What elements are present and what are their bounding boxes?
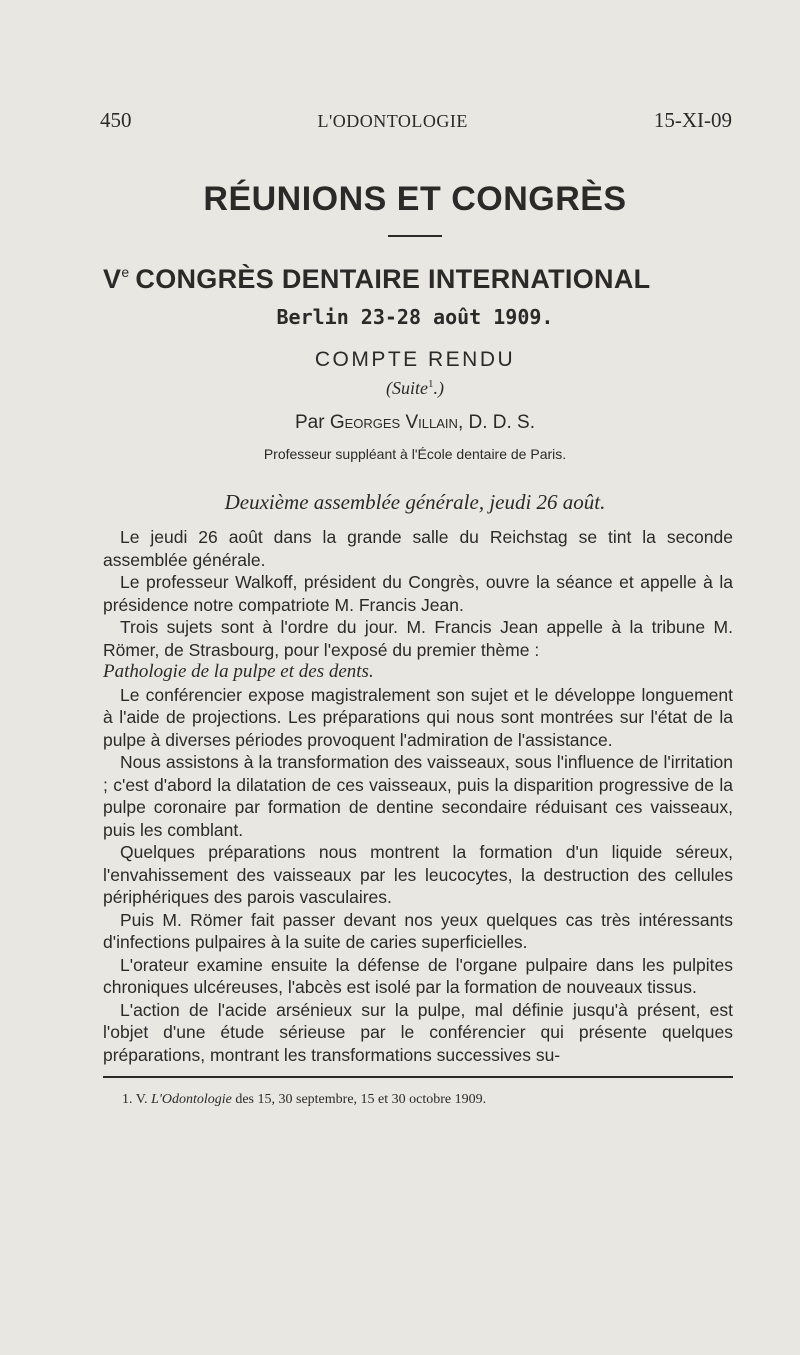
author-name: Georges Villain [329, 412, 458, 433]
paragraph: Quelques préparations nous montrent la formation d'un liquide séreux, l'envahissement des vaisseaux par les leucocytes, la destruction des cellules périphériques des parois vasculaires. [103, 842, 733, 907]
suite-close: .) [433, 378, 444, 398]
paragraph: Le professeur Walkoff, président du Congrès, ouvre la séance et appelle à la présidence notre compatriote M. Francis Jean. [103, 572, 733, 615]
paragraph: L'action de l'acide arsénieux sur la pulpe, mal définie jusqu'à présent, est l'objet d'une étude sérieuse par le conférencier qui présente quelques préparations, montrant les transformations successives su- [103, 999, 733, 1065]
footnote-number: 1. V. [122, 1092, 148, 1107]
suite-text: (Suite [386, 378, 428, 398]
section-title: RÉUNIONS ET CONGRÈS [203, 180, 627, 218]
title-rule [388, 235, 442, 237]
congress-subtitle: Berlin 23-28 août 1909. [276, 305, 554, 329]
issue-date: 15-XI-09 [653, 108, 732, 132]
paragraph: Puis M. Römer fait passer devant nos yeux quelques cas très intéressants d'infections pulpaires à la suite de caries superficielles. [103, 909, 733, 952]
suite-note [0, 378, 800, 399]
running-head [100, 108, 732, 133]
paragraph: Nous assistons à la transformation des vaisseaux, sous l'influence de l'irritation ; c'est d'abord la dilatation de ces vaisseaux, puis la disparition progressive de la pulpe coronaire par formation de dentine secondaire réduisant ces vaisseaux, puis les comblant. [103, 752, 733, 840]
journal-title: L'ODONTOLOGIE [317, 111, 468, 131]
body-text [103, 526, 733, 1066]
congress-name: CONGRÈS DENTAIRE INTERNATIONAL [135, 264, 651, 294]
report-label: COMPTE RENDU [314, 348, 516, 371]
footnote-journal: L'Odontologie [151, 1092, 232, 1107]
subheading: Deuxième assemblée générale, jeudi 26 août. [224, 490, 606, 514]
paragraph: Le conférencier expose magistralement son sujet et le développe longuement à l'aide de projections. Les préparations qui nous sont montrées sur l'état de la pulpe à diverses périodes provoquent l'admiration de l'assistance. [103, 684, 733, 750]
author-degree: , D. D. S. [457, 412, 536, 433]
author-by: Par [294, 412, 325, 433]
congress-ordinal-suffix: e [121, 264, 130, 280]
footnote-text: des 15, 30 septembre, 15 et 30 octobre 1909. [235, 1092, 487, 1107]
author-affiliation: Professeur suppléant à l'École dentaire de Paris. [263, 446, 567, 462]
footnote-ref: 1 [428, 378, 434, 390]
footnote-rule [103, 1076, 733, 1078]
footnote [122, 1092, 722, 1108]
congress-ordinal: V [103, 264, 122, 294]
paragraph-topic: Pathologie de la pulpe et des dents. [103, 661, 374, 682]
paragraph: Le jeudi 26 août dans la grande salle du Reichstag se tint la seconde assemblée générale. [103, 527, 733, 570]
author-line [0, 412, 800, 434]
paragraph: Trois sujets sont à l'ordre du jour. M. Francis Jean appelle à la tribune M. Römer, de Strasbourg, pour l'exposé du premier thème : [103, 617, 733, 660]
paragraph: L'orateur examine ensuite la défense de l'organe pulpaire dans les pulpites chroniques ulcéreuses, l'abcès est isolé par la formation de nouveaux tissus. [103, 954, 733, 997]
congress-title [103, 264, 733, 295]
page-number: 450 [100, 108, 132, 132]
